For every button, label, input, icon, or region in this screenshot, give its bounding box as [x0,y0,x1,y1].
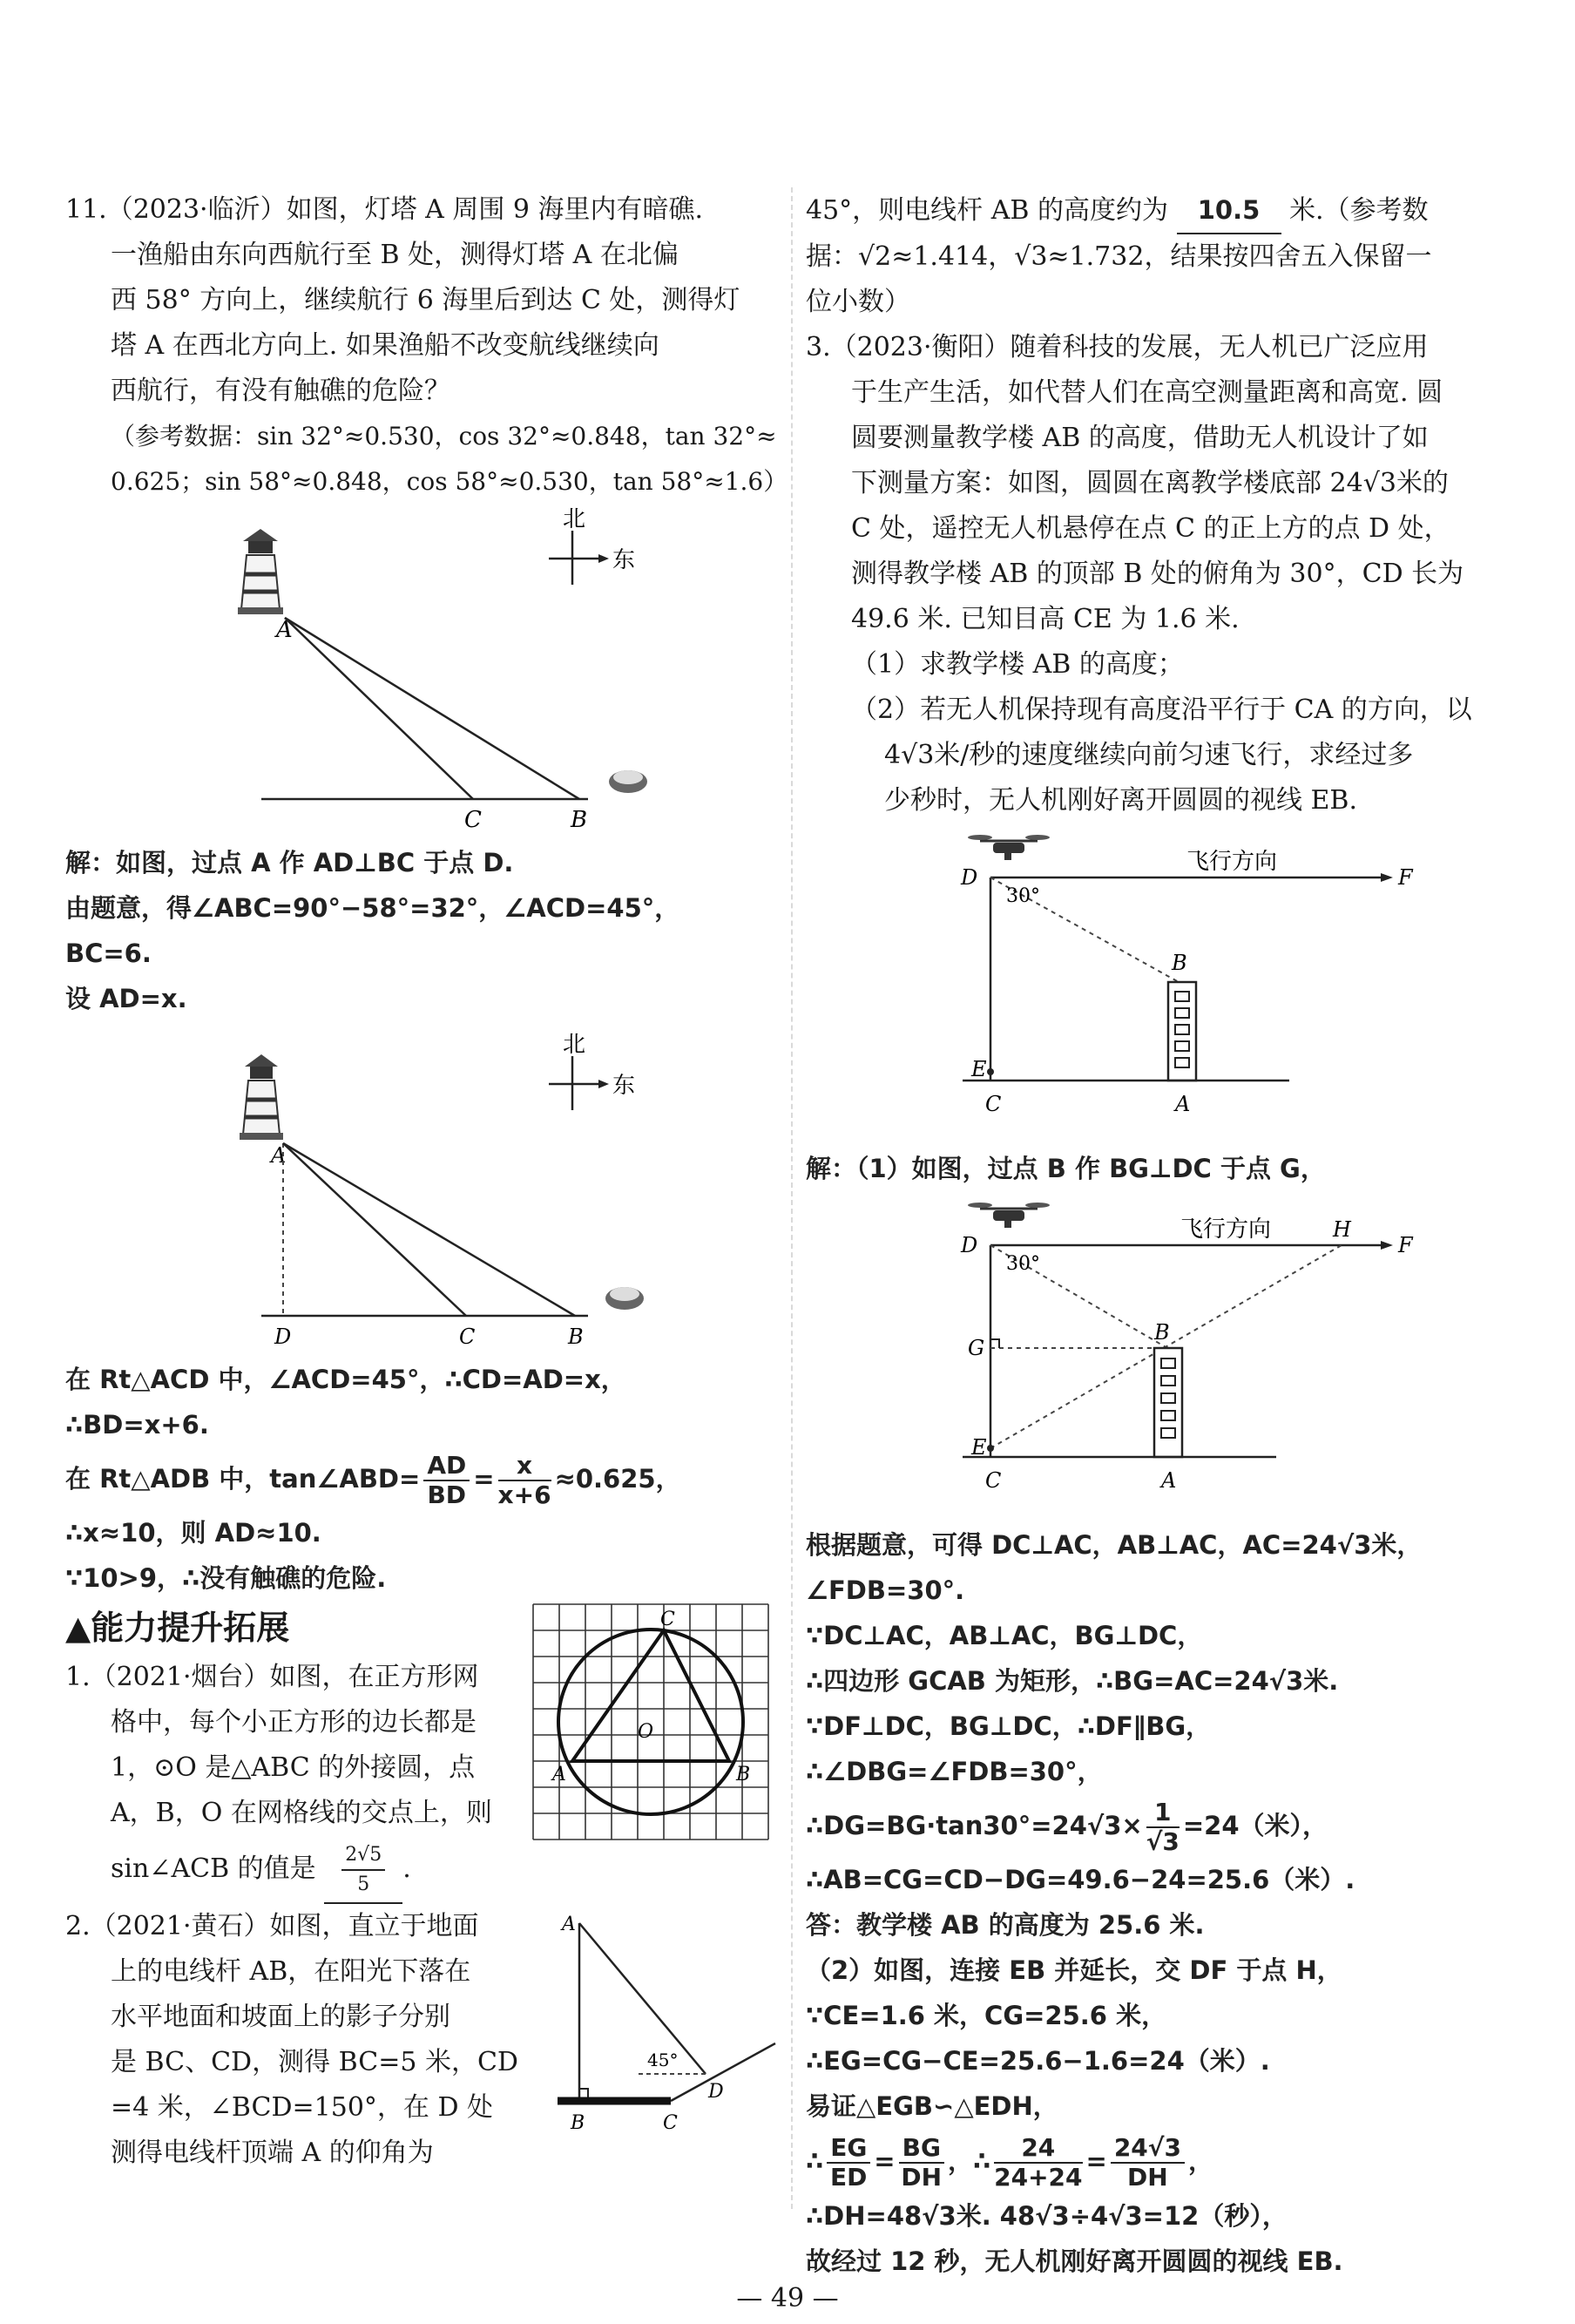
solution-drone [806,1522,1520,2284]
sol-intro-line: 解：（1）如图，过点 B 作 BG⊥DC 于点 G， [806,1154,1326,1183]
ship-icon [605,1287,644,1310]
point-a-label: A [276,617,293,643]
point-b-label: B [571,2112,585,2134]
point-c-label: C [464,807,482,833]
grid-circle-figure [531,1602,775,1846]
denominator: 5 [357,1873,370,1895]
point-a-label: A [271,1143,287,1168]
p3-line: （2）若无人机保持现有高度沿平行于 CA 的方向，以 [851,694,1472,725]
p2c-answer-line [806,187,1520,234]
question-11 [65,187,788,505]
point-c-label: C [985,1468,1002,1493]
sol-text: ∴DG=BG·tan30°=24√3× [806,1811,1143,1840]
p3-line: 49.6 米. 已知目高 CE 为 1.6 米. [851,604,1240,634]
solution-part-2 [65,1357,780,1601]
fraction-eg-ed [827,2134,870,2192]
arrow-head [1381,873,1393,882]
point-f-label: F [1398,1233,1413,1257]
east-label: 东 [612,1073,636,1099]
sun-ray-ad [579,1923,706,2074]
sol2-tan-line [65,1447,780,1510]
fraction-x-x6 [498,1452,551,1509]
north-label: 北 [563,1032,586,1058]
numerator: AD [423,1452,470,1481]
sol-tan-line [806,1794,1520,1857]
point-b-label: B [571,807,588,833]
sol-line: ∴四边形 GCAB 为矩形，∴BG=AC=24√3米. [806,1666,1339,1696]
answer-fraction [341,1841,385,1899]
point-d-label: D [961,1233,978,1257]
q11-line: 西 58° 方向上，继续航行 6 海里后到达 C 处，测得灯 [111,285,740,315]
sol-line: ∵DF⊥DC，BG⊥DC，∴DF∥BG， [806,1711,1212,1741]
sol1-line: 由题意，得∠ABC=90°−58°=32°，∠ACD=45°， [65,893,680,923]
angle-30-label: 30° [1006,1253,1040,1275]
sol2-line: ∴BD=x+6. [65,1410,209,1440]
numerator: 24 [994,2134,1082,2164]
compass-north-east [549,1032,635,1110]
drone-icon [968,835,1050,860]
denominator: √3 [1146,1827,1180,1856]
fraction-ad-bd [423,1452,470,1509]
point-e-dot [987,1068,994,1075]
sol2-line: ∵10>9，∴没有触礁的危险. [65,1563,387,1593]
answer-blank [324,1836,402,1904]
right-angle-mark [579,2089,588,2097]
equals-sign: = [1085,2146,1107,2176]
point-a-label: A [562,1914,576,1935]
p2-line: 上的电线杆 AB，在阳光下落在 [111,1956,471,1987]
point-g-label: G [968,1336,985,1360]
sol1-line: 设 AD=x. [65,984,187,1013]
point-o-label: O [638,1721,654,1743]
problem-2-continued [806,187,1520,325]
sol2-line: 在 Rt△ACD 中，∠ACD=45°，∴CD=AD=x， [65,1365,626,1394]
point-d-label: D [961,865,978,890]
point-a-label: A [1175,1092,1191,1116]
problem-2 [65,1904,780,2176]
lighthouse-icon [240,1054,283,1140]
p3-line: C 处，遥控无人机悬停在点 C 的正上方的点 D 处， [851,513,1450,544]
arrow-head [1381,1241,1393,1250]
sol-line: ∴EG=CG−CE=25.6−1.6=24（米）. [806,2046,1270,2076]
line-ab [283,1143,575,1316]
p3-line: （1）求教学楼 AB 的高度； [851,649,1184,680]
p2c-text: 45°，则电线杆 AB 的高度约为 [806,195,1168,226]
q11-line: 塔 A 在西北方向上. 如果渔船不改变航线继续向 [111,330,659,361]
sol-line: ∴DH=48√3米. 48√3÷4√3=12（秒）， [806,2201,1288,2231]
flight-direction-label: 飞行方向 [1180,1216,1272,1243]
line-ab [285,618,579,799]
denominator: DH [901,2163,943,2192]
q11-reference-data: 0.625；sin 58°≈0.848，cos 58°≈0.530，tan 58°≈1.6） [111,467,788,496]
p3-line: 下测量方案：如图，圆圆在离教学楼底部 24√3米的 [851,468,1449,498]
point-c-label: C [660,1609,675,1630]
sol-line: 根据题意，可得 DC⊥AC，AB⊥AC，AC=24√3米， [806,1530,1423,1560]
sol-line: 易证△EGB∽△EDH， [806,2091,1058,2121]
sol-text: ∴ [806,2146,824,2176]
sol-line: ∴∠DBG=∠FDB=30°， [806,1757,1103,1786]
fraction-bg-dh [899,2134,944,2192]
drone-figure-2 [806,1191,1520,1522]
flight-direction-label: 飞行方向 [1186,849,1278,875]
sol-line: ∠FDB=30°. [806,1575,965,1605]
sol2-line: ∴x≈10，则 AD≈10. [65,1518,321,1548]
point-a-label: A [1161,1468,1177,1493]
ship-icon [609,770,647,793]
sol-line: ∴AB=CG=CD−DG=49.6−24=25.6（米）. [806,1865,1355,1894]
left-column [65,187,788,2176]
p3-line: 少秒时，无人机刚好离开圆圆的视线 EB. [884,785,1358,816]
building-ab [1168,982,1196,1081]
p2-line: 是 BC、CD，测得 BC=5 米，CD [111,2047,518,2077]
point-c-label: C [985,1092,1002,1116]
lighthouse-figure-1 [65,505,780,840]
sol-line: ∵CE=1.6 米，CG=25.6 米， [806,2001,1167,2030]
solution-part-1 [65,840,780,1021]
p3-line: 测得教学楼 AB 的顶部 B 处的俯角为 30°，CD 长为 [851,559,1464,589]
p1-line: 1，⊙O 是△ABC 的外接圆，点 [111,1752,476,1783]
numerator: BG [899,2134,944,2164]
point-a-label: A [552,1764,566,1785]
sol2-text: ≈0.625， [554,1464,681,1494]
p1-text: sin∠ACB 的值是 [111,1853,316,1884]
compass-north-east [549,506,635,585]
page-number: — 49 — [736,2283,839,2314]
point-e-dot [987,1445,994,1452]
equals-sign: = [473,1464,495,1494]
denominator: BD [427,1480,467,1509]
answer-blank: 10.5 [1177,187,1281,234]
q11-line: 11.（2023·临沂）如图，灯塔 A 周围 9 海里内有暗礁. [65,194,704,225]
sol-ratio-line [806,2129,1520,2193]
drone-figure-1 [806,823,1520,1146]
point-f-label: F [1398,865,1413,890]
denominator: DH [1127,2163,1168,2192]
lighthouse-figure-2 [65,1021,780,1357]
p1-line: 1.（2021·烟台）如图，在正方形网 [65,1662,479,1692]
p2-line: 测得电线杆顶端 A 的仰角为 [111,2138,434,2168]
equals-sign: = [874,2146,896,2176]
angle-45-label: 45° [647,2050,679,2070]
fraction-1-sqrt3 [1146,1799,1180,1856]
numerator: 2√5 [341,1841,385,1871]
p2-line: =4 米，∠BCD=150°，在 D 处 [111,2092,494,2123]
p2c-line: 据：√2≈1.414，√3≈1.732，结果按四舍五入保留一 [806,241,1432,272]
q11-line: 西航行，有没有触礁的危险？ [111,376,450,406]
sol-line: 答：教学楼 AB 的高度为 25.6 米. [806,1910,1205,1940]
numerator: 24√3 [1111,2134,1185,2164]
point-e-label: E [971,1435,987,1460]
point-b-label: B [568,1325,584,1349]
point-c-label: C [459,1325,476,1349]
p2c-line: 位小数） [806,287,910,317]
denominator: x+6 [497,1480,551,1509]
problem-3 [806,325,1520,823]
numerator: EG [827,2134,870,2164]
sol-text: =24（米）， [1182,1811,1328,1840]
fraction-24-48 [994,2134,1082,2192]
point-d-label: D [708,2081,724,2103]
sol1-line: 解：如图，过点 A 作 AD⊥BC 于点 D. [65,848,514,877]
section-heading: ▲能力提升拓展 [65,1609,290,1647]
fraction-24sqrt3-dh [1111,2134,1185,2192]
point-b-label: B [1154,1320,1170,1345]
east-label: 东 [612,547,636,573]
numerator: 1 [1146,1799,1180,1828]
point-b-label: B [1172,951,1187,975]
sol2-text: 在 Rt△ADB 中，tan∠ABD= [65,1464,421,1494]
numerator: x [498,1452,551,1481]
building-ab [1154,1348,1182,1457]
lighthouse-icon [238,529,283,614]
sol-line: 故经过 12 秒，无人机刚好离开圆圆的视线 EB. [806,2246,1343,2276]
sol-text: ，∴ [947,2146,991,2176]
north-label: 北 [563,506,586,532]
q11-line: 一渔船由东向西航行至 B 处，测得灯塔 A 在北偏 [111,240,679,270]
p3-line: 于生产生活，如代替人们在高空测量距离和高宽. 圆 [851,377,1443,408]
denominator: ED [830,2163,868,2192]
sol1-line: BC=6. [65,938,152,968]
point-e-label: E [971,1057,987,1081]
p3-line: 4√3米/秒的速度继续向前匀速飞行，求经过多 [884,740,1414,770]
drone-icon [968,1203,1050,1228]
q11-reference-data: （参考数据：sin 32°≈0.530，cos 32°≈0.848，tan 32°≈ [111,422,777,451]
p2-line: 水平地面和坡面上的影子分别 [111,2002,450,2032]
p1-text: . [402,1853,411,1884]
denominator: 24+24 [994,2163,1083,2192]
right-angle-mark [990,1339,999,1348]
right-column [806,187,1520,2284]
angle-30-label: 30° [1006,885,1040,907]
p1-line: A，B，O 在网格线的交点上，则 [111,1798,492,1828]
line-ac [283,1143,466,1316]
p2-line: 2.（2021·黄石）如图，直立于地面 [65,1911,479,1941]
p3-line: 圆要测量教学楼 AB 的高度，借助无人机设计了如 [851,423,1429,453]
sol-text: ， [1187,2146,1213,2176]
column-divider [791,187,793,2209]
point-c-label: C [663,2112,678,2134]
sol-line: ∵DC⊥AC，AB⊥AC，BG⊥DC， [806,1621,1203,1650]
line-ac [285,618,473,799]
point-d-label: D [274,1325,292,1349]
point-h-label: H [1333,1217,1351,1242]
point-b-label: B [736,1764,751,1785]
pole-shadow-figure [544,1904,780,2174]
p1-line: 格中，每个小正方形的边长都是 [111,1707,477,1738]
p2c-text: 米.（参考数 [1289,195,1429,226]
sol-line: （2）如图，连接 EB 并延长，交 DF 于点 H， [806,1955,1342,1985]
p3-line: 3.（2023·衡阳）随着科技的发展，无人机已广泛应用 [806,332,1429,362]
